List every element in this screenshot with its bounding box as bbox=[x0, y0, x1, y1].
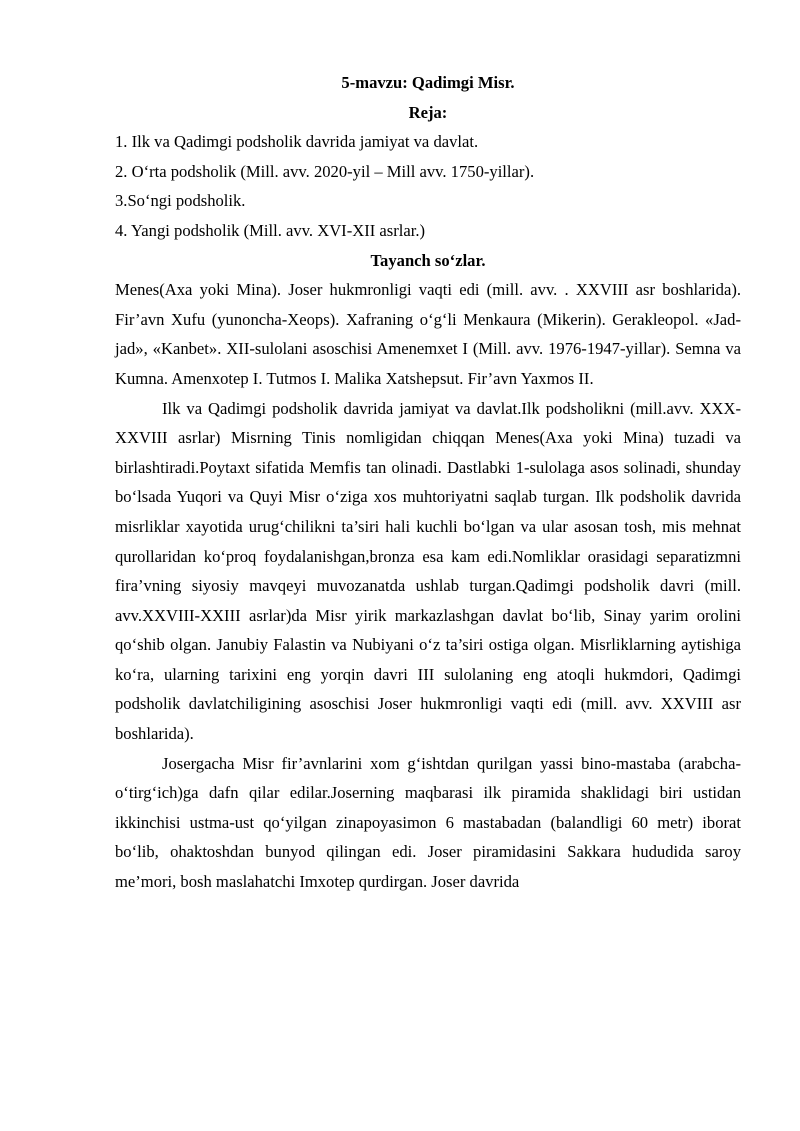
plan-item-3: 3.So‘ngi podsholik. bbox=[115, 191, 246, 211]
plan-heading: Reja: bbox=[408, 102, 448, 122]
body-paragraph-2: Josergacha Misr fir’avnlarini xom g‘ishtdan qurilgan yassi bino-mastaba (arabcha-o‘tirg‘ich)ga dafn qilar edilar.Joserning maqbarasi ilk piramida shaklidagi biri ustidan ikkinchisi ustma-ust qo‘yilgan zinapoyasimon 6 mastabadan (balandligi 60 metr) iborat bo‘lib, ohaktoshdan bunyod qilingan edi. Joser piramidasini Sakkara hududida saroy me’mori, bosh maslahatchi Imxotep qurdirgan. Joser davrida bbox=[115, 753, 741, 892]
plan-item-1: 1. Ilk va Qadimgi podsholik davrida jamiyat va davlat. bbox=[115, 132, 479, 152]
plan-item-2: 2. O‘rta podsholik (Mill. avv. 2020-yil – Mill avv. 1750-yillar). bbox=[115, 161, 535, 181]
document-title: 5-mavzu: Qadimgi Misr. bbox=[341, 73, 515, 92]
plan-item-4: 4. Yangi podsholik (Mill. avv. XVI-XII asrlar.) bbox=[115, 220, 426, 240]
keywords-heading: Tayanch so‘zlar. bbox=[370, 250, 486, 270]
document-page bbox=[115, 68, 741, 897]
plan-list bbox=[115, 127, 741, 245]
keywords-paragraph: Menes(Axa yoki Mina). Joser hukmronligi vaqti edi (mill. avv. . XXVIII asr boshlarida). Fir’avn Xufu (yunoncha-Xeops). Xafraning o‘g‘li Menkaura (Mikerin). Gerakleopol. «Jad-jad», «Kanbet». XII-sulolani asoschisi Amenemxet I (Mill. avv. 1976-1947-yillar). Semna va Kumna. Amenxotep I. Tutmos I. Malika Xatshepsut. Fir’avn Yaxmos II. bbox=[115, 280, 741, 388]
body-paragraph-1: Ilk va Qadimgi podsholik davrida jamiyat va davlat.Ilk podsholikni (mill.avv. XXX-XXVIII asrlar) Misrning Tinis nomligidan chiqqan Menes(Axa yoki Mina) tuzadi va birlashtiradi.Poytaxt sifatida Memfis tan olinadi. Dastlabki 1-sulolaga asos solinadi, shunday bo‘lsada Yuqori va Quyi Misr o‘ziga xos muhtoriyatni saqlab turgan. Ilk podsholik davrida misrliklar xayotida urug‘chilikni ta’siri hali kuchli bo‘lgan va ular asosan tosh, mis mehnat qurollaridan ko‘proq foydalanishgan,bronza esa kam edi.Nomliklar orasidagi separatizmni fira’vning siyosiy mavqeyi muvozanatda ushlab turgan.Qadimgi podsholik davri (mill. avv.XXVIII-XXIII asrlar)da Misr yirik markazlashgan davlat bo‘lib, Sinay yarim orolini qo‘shib olgan. Janubiy Falastin va Nubiyani o‘z ta’siri ostiga olgan. Misrliklarning aytishiga ko‘ra, ularning tarixini eng yorqin davri III sulolaning eng atoqli hukmdori, Qadimgi podsholik davlatchiligining asoschisi Joser hukmronligi vaqti edi (mill. avv. XXVIII asr boshlarida). bbox=[115, 398, 741, 744]
